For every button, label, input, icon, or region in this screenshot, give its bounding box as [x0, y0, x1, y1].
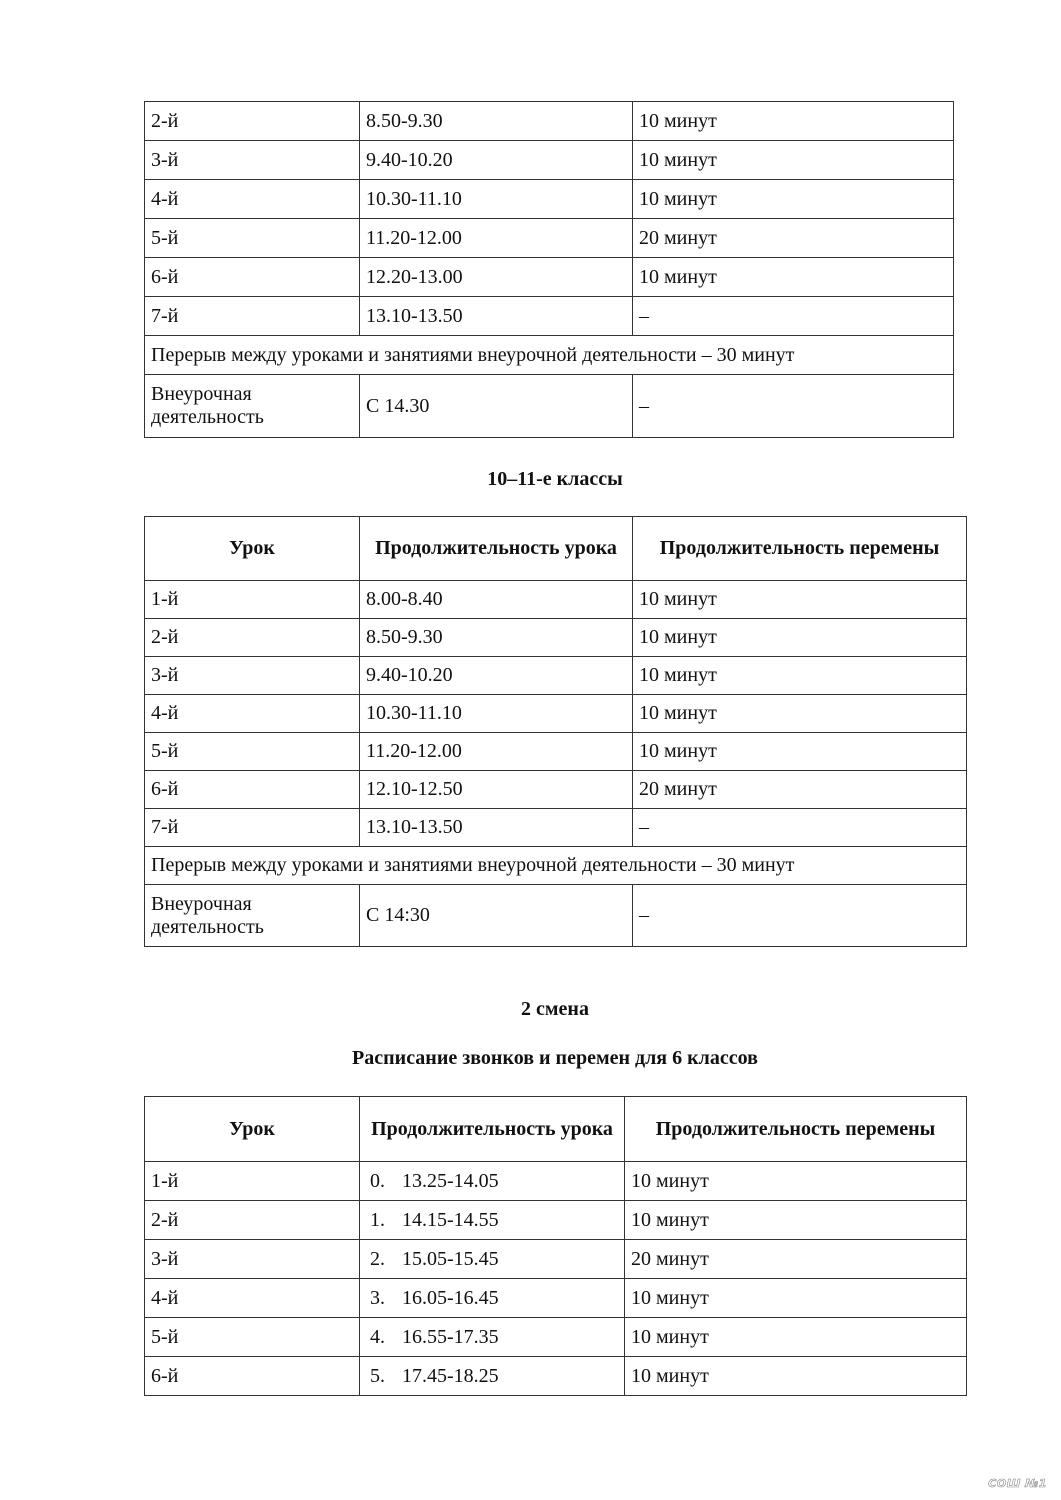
lesson-cell: 6-й: [145, 1357, 360, 1396]
break-cell: 10 минут: [633, 733, 967, 771]
time-cell: 13.10-13.50: [360, 297, 633, 336]
lesson-cell: 7-й: [145, 809, 360, 847]
table-row: [145, 1279, 967, 1318]
header-break-duration: Продолжительность перемены: [625, 1097, 967, 1162]
table-row: [145, 102, 954, 141]
time-cell: 12.10-12.50: [360, 771, 633, 809]
break-cell: 10 минут: [633, 102, 954, 141]
break-cell: 10 минут: [633, 180, 954, 219]
break-cell: 20 минут: [633, 771, 967, 809]
lesson-cell: 5-й: [145, 219, 360, 258]
break-cell: 10 минут: [633, 258, 954, 297]
pause-note-row: [145, 847, 967, 885]
lesson-cell: 4-й: [145, 180, 360, 219]
time-cell: 8.50-9.30: [360, 619, 633, 657]
time-cell: 11.20-12.00: [360, 219, 633, 258]
header-lesson-duration: Продолжительность урока: [360, 1097, 625, 1162]
time-cell: 10.30-11.10: [360, 695, 633, 733]
time-cell: [360, 1201, 625, 1240]
table-row: [145, 258, 954, 297]
header-break-duration: Продолжительность перемены: [633, 517, 967, 581]
extracurricular-time: С 14.30: [360, 375, 633, 438]
table-row: [145, 1162, 967, 1201]
time-cell: 13.10-13.50: [360, 809, 633, 847]
table-row: [145, 695, 967, 733]
list-number: 4.: [370, 1325, 385, 1348]
table-row: [145, 733, 967, 771]
lesson-cell: 7-й: [145, 297, 360, 336]
time-value: 15.05-15.45: [402, 1247, 499, 1270]
time-cell: [360, 1240, 625, 1279]
table-header-row: [145, 517, 967, 581]
time-cell: 12.20-13.00: [360, 258, 633, 297]
break-cell: 20 минут: [633, 219, 954, 258]
time-cell: 8.00-8.40: [360, 581, 633, 619]
list-number: 2.: [370, 1247, 385, 1270]
extracurricular-label: Внеурочная деятельность: [145, 885, 360, 947]
lesson-cell: 4-й: [145, 1279, 360, 1318]
schedule-table-continued: [144, 101, 954, 438]
table-row: [145, 297, 954, 336]
table-row: [145, 1357, 967, 1396]
list-number: 1.: [370, 1208, 385, 1231]
break-cell: 10 минут: [633, 581, 967, 619]
table-row: [145, 1201, 967, 1240]
time-value: 14.15-14.55: [402, 1208, 499, 1231]
time-cell: [360, 1162, 625, 1201]
time-value: 16.05-16.45: [402, 1286, 499, 1309]
header-lesson: Урок: [145, 517, 360, 581]
shift-title: 2 смена: [521, 998, 589, 1020]
time-cell: [360, 1279, 625, 1318]
header-lesson: Урок: [145, 1097, 360, 1162]
break-cell: 10 минут: [633, 619, 967, 657]
break-cell: 10 минут: [625, 1318, 967, 1357]
break-cell: 10 минут: [625, 1357, 967, 1396]
time-cell: 9.40-10.20: [360, 657, 633, 695]
lesson-cell: 5-й: [145, 1318, 360, 1357]
lesson-cell: 4-й: [145, 695, 360, 733]
break-cell: 10 минут: [633, 141, 954, 180]
break-cell: 10 минут: [633, 657, 967, 695]
time-cell: 9.40-10.20: [360, 141, 633, 180]
table-row: [145, 657, 967, 695]
table-row: [145, 619, 967, 657]
break-cell: –: [633, 297, 954, 336]
extracurricular-break: –: [633, 885, 967, 947]
extracurricular-time: С 14:30: [360, 885, 633, 947]
lesson-cell: 1-й: [145, 1162, 360, 1201]
table-row: [145, 1240, 967, 1279]
table-row: [145, 141, 954, 180]
header-lesson-duration: Продолжительность урока: [360, 517, 633, 581]
lesson-cell: 3-й: [145, 1240, 360, 1279]
lesson-cell: 3-й: [145, 141, 360, 180]
table-row: [145, 809, 967, 847]
schedule-table-10-11: [144, 516, 967, 947]
list-number: 3.: [370, 1286, 385, 1309]
pause-note: Перерыв между уроками и занятиями внеурочной деятельности – 30 минут: [145, 336, 954, 375]
break-cell: 10 минут: [625, 1201, 967, 1240]
pause-note-row: [145, 336, 954, 375]
break-cell: 20 минут: [625, 1240, 967, 1279]
time-cell: 10.30-11.10: [360, 180, 633, 219]
extracurricular-label: Внеурочная деятельность: [145, 375, 360, 438]
extracurricular-break: –: [633, 375, 954, 438]
break-cell: 10 минут: [633, 695, 967, 733]
list-number: 0.: [370, 1169, 385, 1192]
list-number: 5.: [370, 1364, 385, 1387]
lesson-cell: 2-й: [145, 619, 360, 657]
watermark-logo: СОШ №1: [988, 1477, 1047, 1490]
time-cell: 8.50-9.30: [360, 102, 633, 141]
time-value: 16.55-17.35: [402, 1325, 499, 1348]
break-cell: –: [633, 809, 967, 847]
table-row: [145, 219, 954, 258]
schedule-table-6-classes: [144, 1096, 967, 1396]
time-value: 13.25-14.05: [402, 1169, 499, 1192]
time-value: 17.45-18.25: [402, 1364, 499, 1387]
lesson-cell: 2-й: [145, 102, 360, 141]
lesson-cell: 6-й: [145, 771, 360, 809]
lesson-cell: 3-й: [145, 657, 360, 695]
table-header-row: [145, 1097, 967, 1162]
pause-note: Перерыв между уроками и занятиями внеурочной деятельности – 30 минут: [145, 847, 967, 885]
time-cell: [360, 1318, 625, 1357]
table-row: [145, 771, 967, 809]
time-cell: [360, 1357, 625, 1396]
section-title-10-11: 10–11-е классы: [487, 468, 623, 490]
extracurricular-row: [145, 375, 954, 438]
break-cell: 10 минут: [625, 1279, 967, 1318]
time-cell: 11.20-12.00: [360, 733, 633, 771]
extracurricular-row: [145, 885, 967, 947]
table-row: [145, 180, 954, 219]
section-title-6-classes: Расписание звонков и перемен для 6 классов: [352, 1047, 758, 1069]
break-cell: 10 минут: [625, 1162, 967, 1201]
table-row: [145, 581, 967, 619]
lesson-cell: 2-й: [145, 1201, 360, 1240]
lesson-cell: 1-й: [145, 581, 360, 619]
lesson-cell: 6-й: [145, 258, 360, 297]
lesson-cell: 5-й: [145, 733, 360, 771]
table-row: [145, 1318, 967, 1357]
